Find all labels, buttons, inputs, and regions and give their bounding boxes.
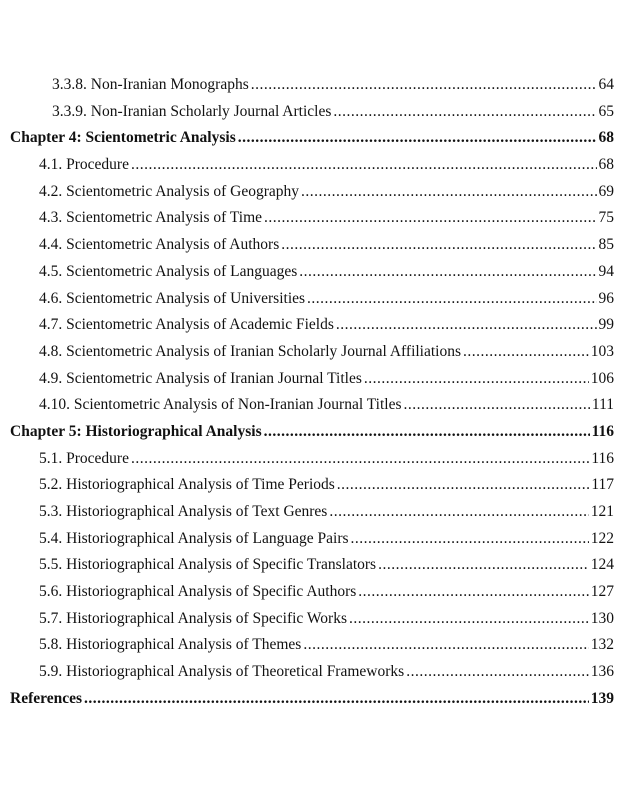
toc-entry-3-3-8[interactable] [10,72,614,99]
toc-entry-title: 3.3.8. Non-Iranian Monographs [52,76,249,93]
dot-leader [404,392,590,419]
toc-entry-title: 5.4. Historiographical Analysis of Language Pairs [39,529,349,547]
toc-entry-4-10[interactable] [10,392,614,419]
toc-entry-title: Chapter 4: Scientometric Analysis [10,129,236,147]
toc-entry-5-4[interactable] [10,526,614,553]
dot-leader [349,606,589,633]
toc-entry-page: 122 [590,529,614,547]
toc-entry-page: 117 [591,476,614,494]
toc-entry-5-7[interactable] [10,606,614,633]
toc-entry-page: 85 [598,236,614,254]
toc-entry-page: 99 [598,316,614,334]
dot-leader [307,286,596,313]
toc-entry-page: 94 [598,262,614,280]
toc-entry-title: 4.2. Scientometric Analysis of Geography [39,182,300,200]
dot-leader [84,686,589,713]
toc-entry-title: 4.6. Scientometric Analysis of Universities [39,289,306,307]
dot-leader [238,125,597,152]
toc-entry-page: 75 [598,209,614,227]
dot-leader [406,659,589,686]
toc-entry-title: 5.6. Historiographical Analysis of Specific Authors [39,583,357,601]
toc-entry-page: 130 [590,609,614,627]
toc-entry-page: 96 [598,289,614,307]
table-of-contents [10,72,614,713]
dot-leader [378,552,589,579]
dot-leader [337,472,590,499]
toc-entry-title: 5.2. Historiographical Analysis of Time Periods [39,476,335,494]
toc-entry-page: 69 [598,182,614,200]
toc-entry-title: 4.7. Scientometric Analysis of Academic Fields [39,316,334,334]
toc-entry-page: 124 [590,556,614,574]
dot-leader [351,526,589,553]
toc-entry-4-7[interactable] [10,312,614,339]
toc-entry-title: 5.1. Procedure [39,449,129,467]
dot-leader [131,152,597,179]
dot-leader [299,259,596,286]
toc-entry-title: 5.5. Historiographical Analysis of Specific Translators [39,556,377,574]
toc-entry-page: 111 [591,396,614,414]
toc-entry-5-8[interactable] [10,632,614,659]
toc-entry-title: 5.8. Historiographical Analysis of Themes [39,636,302,654]
toc-entry-5-6[interactable] [10,579,614,606]
toc-entry-references[interactable] [10,686,614,713]
dot-leader [264,419,590,446]
toc-entry-page: 65 [598,102,614,120]
toc-entry-page: 64 [598,76,614,93]
dot-leader [264,205,596,232]
toc-entry-title: 4.5. Scientometric Analysis of Languages [39,262,298,280]
toc-entry-title: 4.4. Scientometric Analysis of Authors [39,236,280,254]
toc-entry-4-5[interactable] [10,259,614,286]
dot-leader [463,339,589,366]
toc-entry-title: 5.9. Historiographical Analysis of Theoretical Frameworks [39,663,405,681]
toc-entry-page: 127 [590,583,614,601]
toc-entry-5-3[interactable] [10,499,614,526]
toc-entry-3-3-9[interactable] [10,99,614,126]
toc-entry-4-8[interactable] [10,339,614,366]
toc-entry-title: 4.8. Scientometric Analysis of Iranian Scholarly Journal Affiliations [39,342,462,360]
toc-entry-title: 5.7. Historiographical Analysis of Specific Works [39,609,347,627]
toc-entry-title: 5.3. Historiographical Analysis of Text Genres [39,503,328,520]
toc-entry-page: 132 [590,636,614,654]
dot-leader [333,99,596,126]
dot-leader [358,579,588,606]
toc-entry-title: References [10,689,83,707]
dot-leader [303,632,588,659]
toc-entry-title: 4.10. Scientometric Analysis of Non-Iranian Journal Titles [39,396,402,414]
toc-entry-page: 136 [590,663,614,681]
toc-entry-4-2[interactable] [10,179,614,206]
dot-leader [301,179,596,206]
toc-entry-page: 121 [590,503,614,520]
toc-entry-page: 68 [598,129,614,147]
toc-entry-title: 4.1. Procedure [39,156,129,174]
toc-entry-5-9[interactable] [10,659,614,686]
dot-leader [281,232,596,259]
dot-leader [329,499,588,526]
toc-entry-title: 3.3.9. Non-Iranian Scholarly Journal Articles [52,102,332,120]
dot-leader [251,72,597,99]
toc-entry-5-5[interactable] [10,552,614,579]
toc-entry-page: 116 [591,422,614,440]
dot-leader [364,366,589,393]
toc-entry-page: 106 [590,369,614,387]
toc-entry-page: 139 [590,689,614,707]
toc-entry-4-3[interactable] [10,205,614,232]
toc-entry-title: Chapter 5: Historiographical Analysis [10,422,262,440]
toc-entry-4-1[interactable] [10,152,614,179]
toc-entry-4-6[interactable] [10,286,614,313]
toc-entry-chapter-4[interactable] [10,125,614,152]
toc-entry-page: 68 [598,156,614,174]
toc-entry-page: 116 [591,449,614,467]
toc-entry-4-4[interactable] [10,232,614,259]
dot-leader [336,312,597,339]
toc-entry-4-9[interactable] [10,366,614,393]
toc-entry-title: 4.9. Scientometric Analysis of Iranian Journal Titles [39,369,362,387]
toc-entry-title: 4.3. Scientometric Analysis of Time [39,209,263,227]
dot-leader [131,446,589,473]
toc-entry-chapter-5[interactable] [10,419,614,446]
toc-entry-5-1[interactable] [10,446,614,473]
toc-entry-5-2[interactable] [10,472,614,499]
toc-entry-page: 103 [590,342,614,360]
